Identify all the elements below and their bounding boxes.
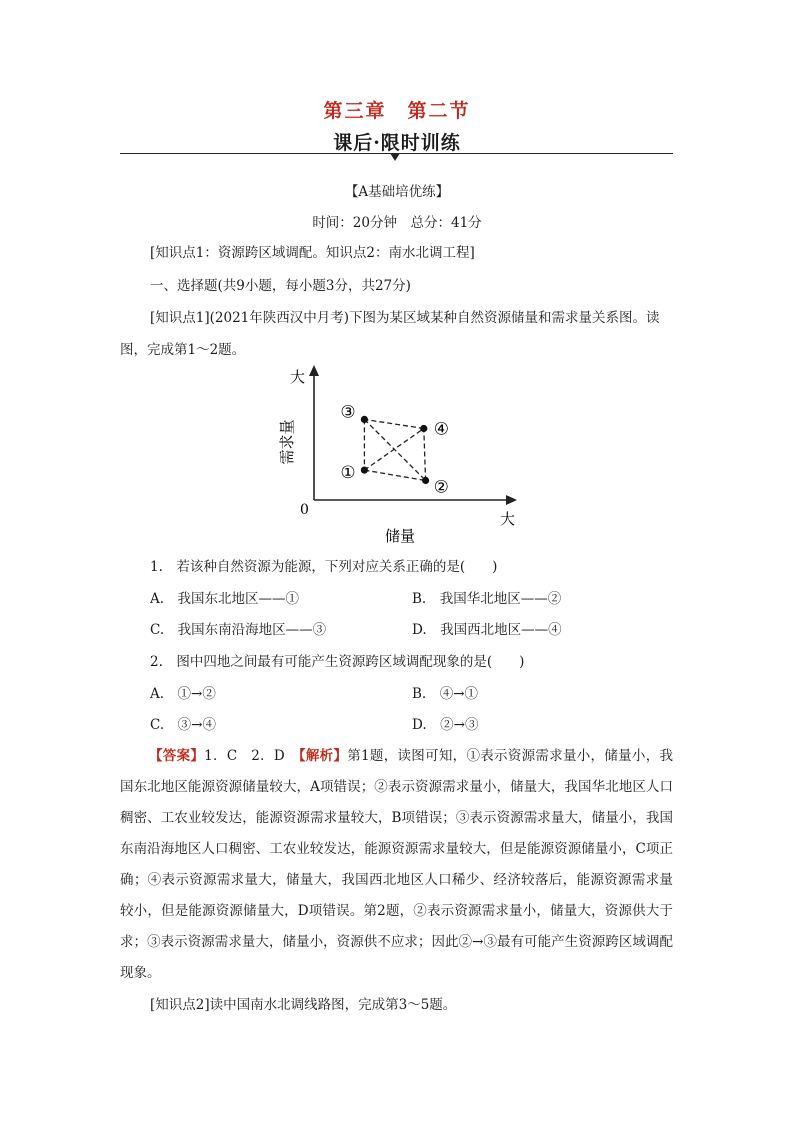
data-point xyxy=(361,467,368,474)
question-1-option-b[interactable]: B. 我国华北地区——② xyxy=(412,591,562,607)
point-label: ① xyxy=(340,463,356,484)
chapter-title: 第三章 第二节 xyxy=(323,100,471,122)
answer-key: 1．C 2．D xyxy=(204,748,299,764)
question-1-stem: 1. 若该种自然资源为能源，下列对应关系正确的是( ) xyxy=(150,559,498,575)
question-2-option-c[interactable]: C. ③→④ xyxy=(150,717,216,733)
header-rule-marker xyxy=(390,153,400,161)
data-point xyxy=(361,416,368,423)
point-label: ③ xyxy=(340,402,356,423)
origin-label: 0 xyxy=(300,502,309,518)
time-score: 时间：20分钟 总分：41分 xyxy=(312,215,482,231)
intro-line-2: 图，完成第1～2题。 xyxy=(120,342,246,358)
section-title: 【A基础培优练】 xyxy=(344,184,450,200)
question-2-option-d[interactable]: D. ②→③ xyxy=(412,717,479,733)
resource-chart xyxy=(270,362,530,546)
x-axis-title: 储量 xyxy=(384,527,416,545)
question-2-option-a[interactable]: A. ①→② xyxy=(150,686,216,702)
x-axis-end-label: 大 xyxy=(500,510,516,528)
question-2-option-b[interactable]: B. ④→① xyxy=(412,686,479,702)
y-axis-arrow xyxy=(309,365,319,376)
data-point xyxy=(422,477,429,484)
point-label: ④ xyxy=(433,419,450,440)
analysis-tag: 【解析】 xyxy=(298,748,348,764)
answer-explanation xyxy=(120,741,673,989)
answer-tag: 【答案】 xyxy=(149,748,205,764)
question-2-stem: 2. 图中四地之间最有可能产生资源跨区域调配现象的是( ) xyxy=(150,654,525,670)
dashed-link xyxy=(424,429,426,481)
section-subtitle: 课后·限时训练 xyxy=(333,132,461,154)
dashed-link xyxy=(364,419,423,428)
question-1-option-a[interactable]: A. 我国东北地区——① xyxy=(150,591,300,607)
analysis-text: 第1题，读图可知，①表示资源需求量小，储量小，我国东北地区能源资源储量较大，A项错误；②表示资源需求量小，储量大，我国华北地区人口稠密、工农业较发达，能源资源需求量较大，B项错误；③表示资源需求量大，储量小，我国东南沿海地区人口稠密、工农业较发达，能源资源需求量较大，但是能源资源储量小，C项正确；④表示资源需求量大，储量大，我国西北地区人口稀少、经济较落后，能源资源需求量较小，但是能源资源储量大，D项错误。第2题，②表示资源需求量小，储量大，资源供大于求；③表示资源需求量大，储量小，资源供不应求；因此②→③最有可能产生资源跨区域调配现象。 xyxy=(120,748,674,981)
y-axis-end-label: 大 xyxy=(290,368,306,386)
part-heading: 一、选择题(共9小题，每小题3分，共27分) xyxy=(150,278,411,294)
question-1-option-d[interactable]: D. 我国西北地区——④ xyxy=(412,622,562,638)
point-label: ② xyxy=(433,477,449,498)
y-axis-title: 需求量 xyxy=(278,419,296,465)
knowledge-points: [知识点1：资源跨区域调配。知识点2：南水北调工程] xyxy=(150,245,475,261)
data-point xyxy=(420,425,427,432)
intro-line-1: [知识点1](2021年陕西汉中月考)下图为某区域某种自然资源储量和需求量关系图。读 xyxy=(150,310,660,326)
next-knowledge-line: [知识点2]读中国南水北调线路图，完成第3～5题。 xyxy=(150,997,457,1013)
x-axis-arrow xyxy=(506,495,517,505)
question-1-option-c[interactable]: C. 我国东南沿海地区——③ xyxy=(150,622,327,638)
